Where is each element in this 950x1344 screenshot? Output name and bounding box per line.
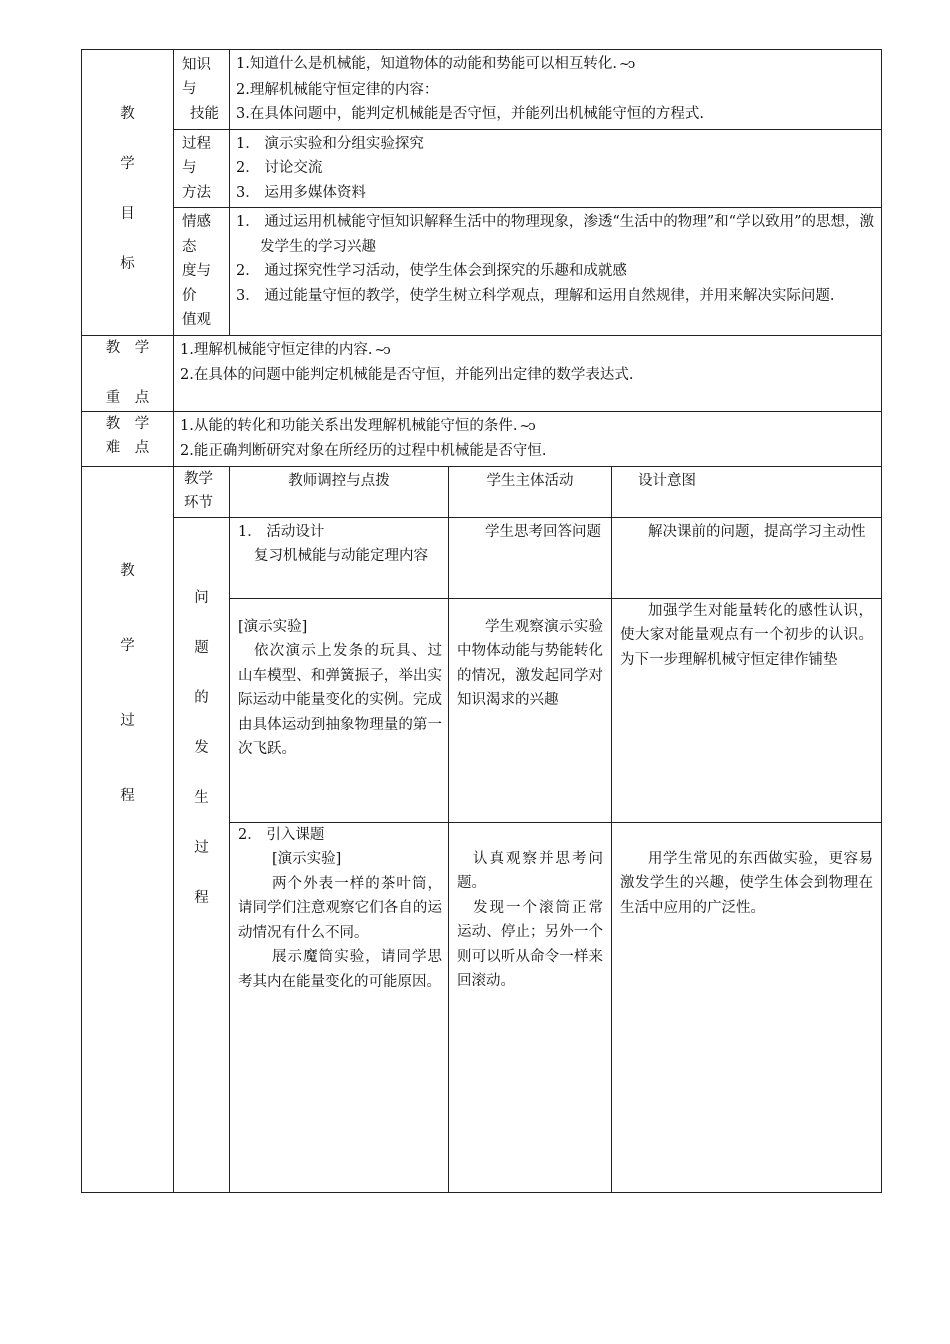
teacher-cell xyxy=(230,822,449,1192)
teacher-cell xyxy=(230,598,449,822)
knowledge-item: 1.知道什么是机械能，知道物体的动能和势能可以相互转化. xyxy=(236,56,617,72)
emotion-item: 1． 通过运用机械能守恒知识解释生活中的物理现象，渗透“生活中的物理”和“学以致用”的思想，激发学生的学习兴趣 xyxy=(236,214,874,255)
design-cell xyxy=(612,822,882,1192)
student-text: 认真观察并思考问题。 xyxy=(457,850,603,891)
stage-label xyxy=(174,517,230,1192)
process-method-label xyxy=(174,129,230,208)
difficulties-label-top: 教 学 xyxy=(105,415,150,432)
teacher-text: [演示实验] xyxy=(272,851,342,867)
design-header: 设计意图 xyxy=(612,466,882,517)
flourish-mark-icon: ~ↄ xyxy=(374,342,389,358)
knowledge-item: 3.在具体问题中，能判定机械能是否守恒，并能列出机械能守恒的方程式. xyxy=(236,106,704,122)
stage-header-line: 教学 xyxy=(184,470,213,487)
lesson-plan-table xyxy=(81,49,882,1193)
design-text: 用学生常见的东西做实验，更容易激发学生的兴趣，使学生体会到物理在生活中应用的广泛性。 xyxy=(620,850,874,916)
teacher-text: 两个外表一样的茶叶筒，请同学们注意观察它们各自的运动情况有什么不同。 xyxy=(238,875,442,941)
key-points-label-bottom: 重 点 xyxy=(105,389,150,406)
emotion-label-line: 情感态 xyxy=(182,214,211,255)
student-header: 学生主体活动 xyxy=(449,466,612,517)
key-point-item: 1.理解机械能守恒定律的内容. xyxy=(180,341,373,358)
emotion-content xyxy=(230,208,882,336)
process-method-content xyxy=(230,129,882,208)
stage-char: 生 xyxy=(194,789,209,806)
teacher-text: 依次演示上发条的玩具、过山车模型、和弹簧振子，举出实际运动中能量变化的实例。完成由具体运动到抽象物理量的第一次飞跃。 xyxy=(238,643,442,757)
teacher-text: 复习机械能与动能定理内容 xyxy=(254,548,428,564)
student-cell xyxy=(449,822,612,1192)
difficulties-label-bottom: 难 点 xyxy=(105,440,150,456)
knowledge-label-line: 技能 xyxy=(190,105,219,122)
difficulty-item: 2.能正确判断研究对象在所经历的过程中机械能是否守恒. xyxy=(180,443,547,459)
emotion-item: 2． 通过探究性学习活动，使学生体会到探究的乐趣和成就感 xyxy=(236,263,627,279)
process-label-char: 程 xyxy=(120,787,135,804)
student-cell xyxy=(449,517,612,598)
design-cell xyxy=(612,517,882,598)
student-text: 学生观察演示实验中物体动能与势能转化的情况，激发起同学对知识渴求的兴趣 xyxy=(457,618,603,708)
design-text: 加强学生对能量转化的感性认识，使大家对能量观点有一个初步的认识。为下一步理解机械守恒定律作铺垫 xyxy=(620,602,874,668)
process-item: 3． 运用多媒体资料 xyxy=(236,184,366,201)
design-cell xyxy=(612,598,882,822)
objectives-label-char: 标 xyxy=(120,256,135,273)
emotion-label-line: 值观 xyxy=(182,312,211,328)
teacher-text: 1． 活动设计 xyxy=(238,523,325,540)
objectives-label-char: 教 xyxy=(120,106,135,123)
objectives-label xyxy=(82,50,174,336)
process-label-char: 学 xyxy=(120,637,135,654)
stage-char: 程 xyxy=(194,889,209,906)
teacher-text: 展示魔筒实验，请同学思考其内在能量变化的可能原因。 xyxy=(238,949,442,990)
process-label-line: 方法 xyxy=(182,184,211,201)
key-points-content xyxy=(174,335,882,411)
stage-char: 过 xyxy=(194,839,209,856)
difficulties-content xyxy=(174,411,882,466)
stage-header-line: 环节 xyxy=(184,495,213,511)
process-label xyxy=(82,466,174,1192)
flourish-mark-icon: ~ↄ xyxy=(618,57,634,72)
knowledge-item: 2.理解机械能守恒定律的内容： xyxy=(236,81,439,98)
stage-char: 的 xyxy=(194,689,209,706)
emotion-label-line: 度与价 xyxy=(182,263,211,304)
objectives-label-char: 学 xyxy=(120,156,135,173)
teacher-text: [演示实验] xyxy=(238,618,308,635)
stage-char: 发 xyxy=(194,739,209,756)
stage-char: 问 xyxy=(194,589,209,606)
objectives-label-char: 目 xyxy=(120,206,135,223)
knowledge-label xyxy=(174,50,230,130)
key-points-label xyxy=(82,335,174,411)
process-label-char: 过 xyxy=(120,712,135,729)
key-points-label-top: 教 学 xyxy=(105,339,150,356)
stage-header xyxy=(174,466,230,517)
process-item: 1． 演示实验和分组实验探究 xyxy=(236,135,424,152)
difficulties-label xyxy=(82,411,174,466)
student-text: 学生思考回答问题 xyxy=(485,523,601,540)
lesson-plan-document xyxy=(81,49,881,1193)
student-text: 发现一个滚筒正常运动、停止；另外一个则可以听从命令一样来回滚动。 xyxy=(457,899,603,989)
knowledge-content xyxy=(230,50,882,130)
process-label-char: 教 xyxy=(120,562,135,579)
key-point-item: 2.在具体的问题中能判定机械能是否守恒，并能列出定律的数学表达式. xyxy=(180,367,634,383)
teacher-header: 教师调控与点拨 xyxy=(230,466,449,517)
emotion-label xyxy=(174,208,230,336)
student-cell xyxy=(449,598,612,822)
emotion-item: 3． 通过能量守恒的教学，使学生树立科学观点，理解和运用自然规律，并用来解决实际问题. xyxy=(236,287,835,304)
design-text: 解决课前的问题，提高学习主动性 xyxy=(648,523,866,540)
process-item: 2． 讨论交流 xyxy=(236,160,323,176)
teacher-text: 2． 引入课题 xyxy=(238,826,325,843)
difficulty-item: 1.从能的转化和功能关系出发理解机械能守恒的条件. xyxy=(180,417,518,434)
flourish-mark-icon: ~ↄ xyxy=(519,418,534,434)
stage-char: 题 xyxy=(194,639,209,656)
teacher-cell xyxy=(230,517,449,598)
process-label-line: 过程与 xyxy=(182,135,211,176)
knowledge-label-line: 知识与 xyxy=(182,56,211,97)
